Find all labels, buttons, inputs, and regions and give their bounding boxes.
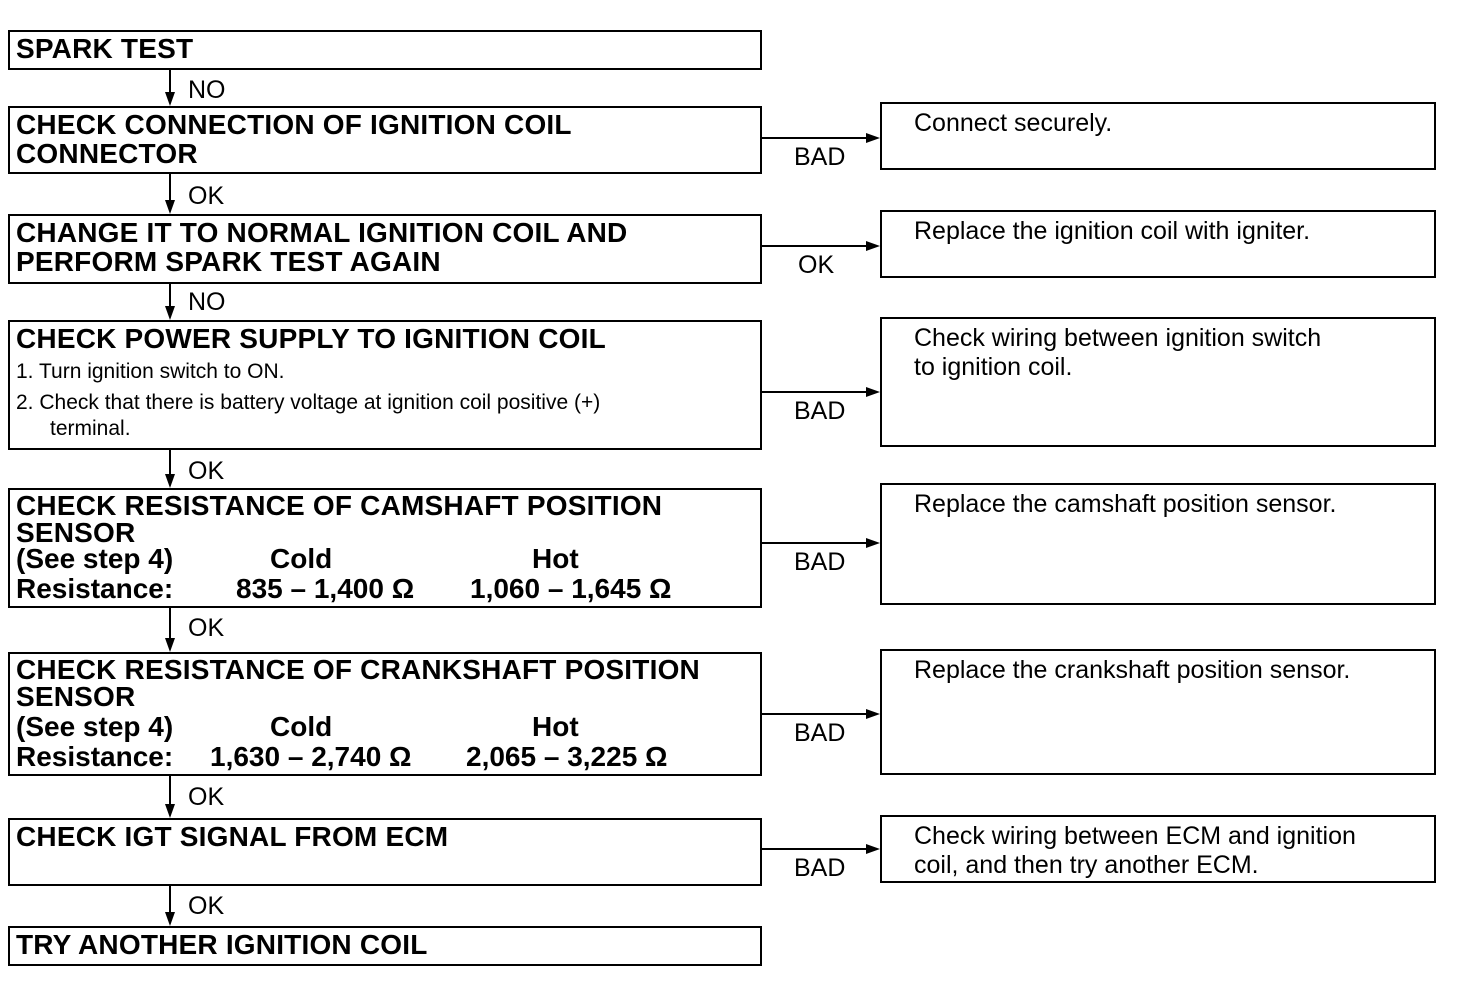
step-title: TRY ANOTHER IGNITION COIL — [16, 929, 428, 960]
cold-label: Cold — [270, 543, 333, 574]
side-connector — [762, 713, 868, 715]
side-connector — [762, 848, 868, 850]
down-arrowhead — [165, 638, 175, 652]
step-change-coil — [8, 214, 762, 284]
side-label: BAD — [794, 719, 846, 747]
resistance-label: Resistance: — [16, 741, 174, 772]
action-box — [880, 210, 1436, 278]
down-label: NO — [188, 288, 226, 316]
step-title: CHANGE IT TO NORMAL IGNITION COIL AND PERFORM SPARK TEST AGAIN — [16, 217, 628, 277]
down-arrowhead — [165, 912, 175, 926]
down-connector — [169, 174, 171, 202]
step-check-igt-signal — [8, 818, 762, 886]
action-text: Connect securely. — [914, 109, 1113, 137]
down-arrowhead — [165, 92, 175, 106]
action-text: Check wiring between ECM and ignition coil, and then try another ECM. — [914, 822, 1356, 879]
side-connector — [762, 542, 868, 544]
down-connector — [169, 608, 171, 640]
side-arrowhead — [866, 387, 880, 397]
side-arrowhead — [866, 538, 880, 548]
side-connector — [762, 245, 868, 247]
step-check-connection — [8, 106, 762, 174]
hot-label: Hot — [532, 711, 579, 742]
action-box — [880, 102, 1436, 170]
hot-value: 2,065 – 3,225 Ω — [466, 741, 668, 772]
step-note-3: terminal. — [50, 417, 131, 440]
down-arrowhead — [165, 804, 175, 818]
down-label: OK — [188, 614, 225, 642]
down-connector — [169, 284, 171, 308]
side-label: OK — [798, 251, 835, 279]
down-connector — [169, 450, 171, 476]
step-crankshaft-resistance — [8, 652, 762, 776]
down-connector — [169, 70, 171, 94]
action-text: Replace the camshaft position sensor. — [914, 490, 1337, 518]
action-box — [880, 815, 1436, 883]
step-note-1: 1. Turn ignition switch to ON. — [16, 360, 285, 383]
down-arrowhead — [165, 474, 175, 488]
down-arrowhead — [165, 306, 175, 320]
down-label: OK — [188, 892, 225, 920]
side-connector — [762, 391, 868, 393]
action-box — [880, 649, 1436, 775]
down-label: OK — [188, 457, 225, 485]
cold-label: Cold — [270, 711, 333, 742]
side-arrowhead — [866, 709, 880, 719]
step-title: CHECK RESISTANCE OF CAMSHAFT POSITION SENSOR — [16, 490, 663, 548]
hot-value: 1,060 – 1,645 Ω — [470, 573, 672, 604]
action-text: Replace the ignition coil with igniter. — [914, 217, 1311, 245]
step-title: CHECK POWER SUPPLY TO IGNITION COIL — [16, 323, 606, 354]
action-text: Check wiring between ignition switch to ignition coil. — [914, 324, 1322, 381]
side-connector — [762, 137, 868, 139]
side-arrowhead — [866, 844, 880, 854]
side-label: BAD — [794, 397, 846, 425]
step-title: SPARK TEST — [16, 33, 194, 64]
down-label: OK — [188, 783, 225, 811]
side-arrowhead — [866, 133, 880, 143]
action-text: Replace the crankshaft position sensor. — [914, 656, 1351, 684]
down-arrowhead — [165, 200, 175, 214]
step-title: CHECK IGT SIGNAL FROM ECM — [16, 821, 449, 852]
step-try-another-coil — [8, 926, 762, 966]
see-step-label: (See step 4) — [16, 543, 174, 574]
side-label: BAD — [794, 143, 846, 171]
step-camshaft-resistance — [8, 488, 762, 608]
down-label: NO — [188, 76, 226, 104]
side-label: BAD — [794, 854, 846, 882]
step-title: CHECK CONNECTION OF IGNITION COIL CONNECTOR — [16, 109, 572, 169]
action-box — [880, 317, 1436, 447]
step-note-2: 2. Check that there is battery voltage at ignition coil positive (+) — [16, 391, 601, 414]
hot-label: Hot — [532, 543, 579, 574]
side-label: BAD — [794, 548, 846, 576]
see-step-label: (See step 4) — [16, 711, 174, 742]
step-spark-test — [8, 30, 762, 70]
step-check-power-supply — [8, 320, 762, 450]
down-connector — [169, 776, 171, 806]
down-label: OK — [188, 182, 225, 210]
down-connector — [169, 886, 171, 914]
step-title: CHECK RESISTANCE OF CRANKSHAFT POSITION SENSOR — [16, 654, 700, 712]
side-arrowhead — [866, 241, 880, 251]
action-box — [880, 483, 1436, 605]
resistance-label: Resistance: — [16, 573, 174, 604]
cold-value: 835 – 1,400 Ω — [236, 573, 415, 604]
cold-value: 1,630 – 2,740 Ω — [210, 741, 412, 772]
